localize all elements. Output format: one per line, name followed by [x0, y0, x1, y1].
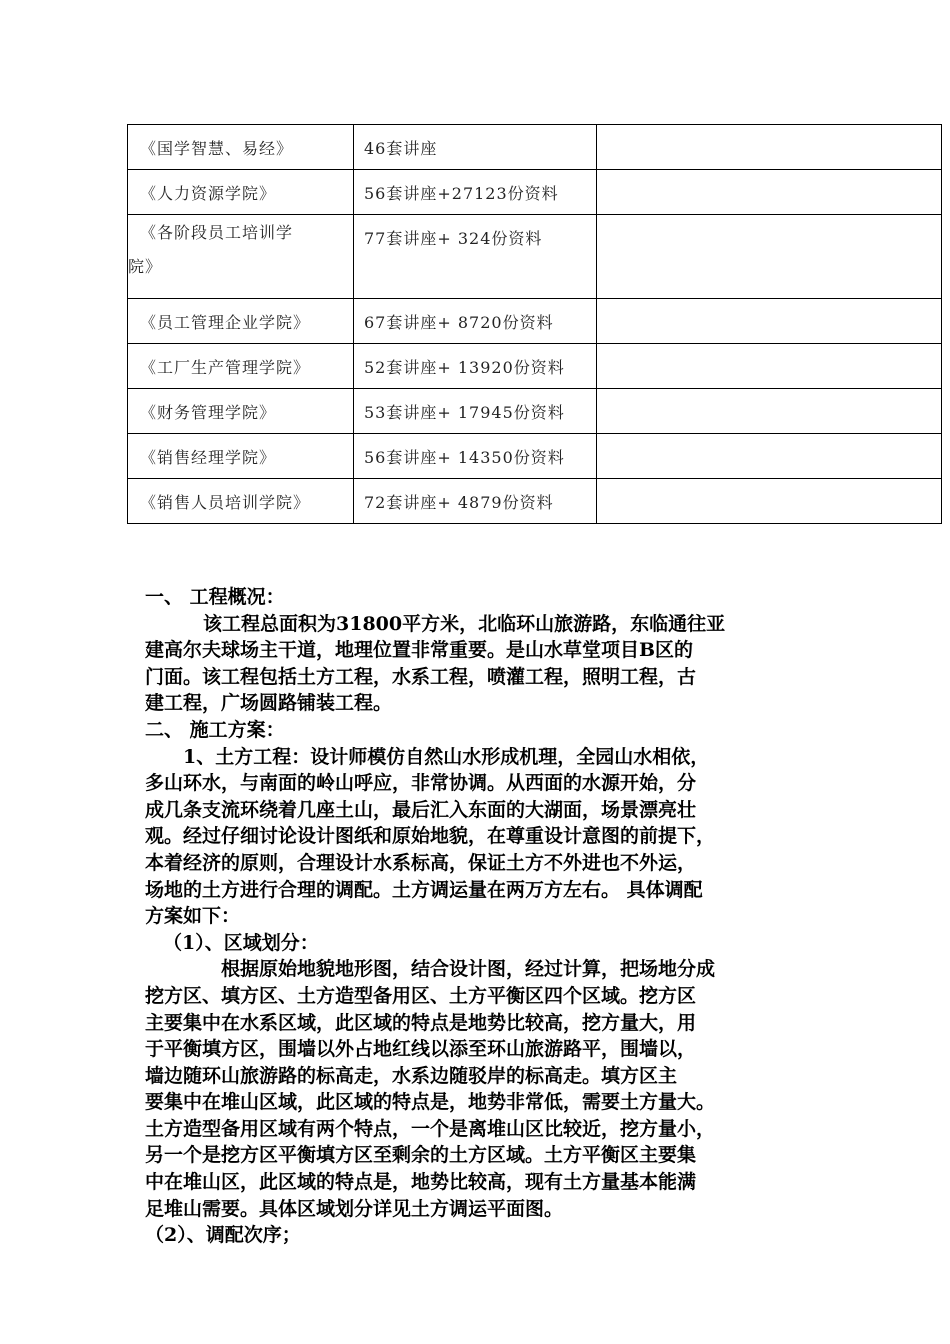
table-row — [128, 389, 942, 434]
table-row — [128, 344, 942, 389]
paragraph-line: 墙边随环山旅游路的标高走，水系边随驳岸的标高走。填方区主 — [145, 1064, 678, 1087]
course-content: 77套讲座+ 324份资料 — [354, 215, 597, 299]
course-content: 56套讲座+27123份资料 — [354, 170, 597, 215]
course-content: 72套讲座+ 4879份资料 — [354, 479, 597, 524]
course-name-line-1: 《各阶段员工培训学 — [140, 223, 294, 242]
course-name: 《销售经理学院》 — [128, 434, 354, 479]
course-content: 56套讲座+ 14350份资料 — [354, 434, 597, 479]
table-row — [128, 125, 942, 170]
paragraph-line: 要集中在堆山区域，此区域的特点是，地势非常低，需要土方量大。 — [145, 1091, 716, 1114]
course-name: 《人力资源学院》 — [128, 170, 354, 215]
course-content: 52套讲座+ 13920份资料 — [354, 344, 597, 389]
paragraph-line: 成几条支流环绕着几座土山，最后汇入东面的大湖面，场景漂亮壮 — [145, 798, 697, 821]
section-heading: 二、 施工方案： — [145, 718, 285, 741]
paragraph-line: 门面。该工程包括土方工程，水系工程，喷灌工程，照明工程，古 — [145, 665, 697, 688]
table-row — [128, 479, 942, 524]
paragraph-line: 建工程，广场圆路铺装工程。 — [145, 692, 393, 715]
course-content: 53套讲座+ 17945份资料 — [354, 389, 597, 434]
paragraph-line: 1、土方工程：设计师模仿自然山水形成机理，全园山水相依， — [183, 745, 710, 768]
course-note — [597, 389, 942, 434]
paragraph-line: 足堆山需要。具体区域划分详见土方调运平面图。 — [145, 1197, 564, 1220]
paragraph-line: 建高尔夫球场主干道，地理位置非常重要。是山水草堂项目B区的 — [145, 639, 694, 662]
course-name: 《国学智慧、易经》 — [128, 125, 354, 170]
course-note — [597, 434, 942, 479]
paragraph-line: 观。经过仔细讨论设计图纸和原始地貌，在尊重设计意图的前提下， — [145, 825, 716, 848]
document-body — [145, 584, 835, 1249]
course-name: 《工厂生产管理学院》 — [128, 344, 354, 389]
course-note — [597, 215, 942, 299]
paragraph-line: 主要集中在水系区域，此区域的特点是地势比较高，挖方量大，用 — [145, 1011, 697, 1034]
course-note — [597, 125, 942, 170]
course-name-line-2: 院》 — [128, 257, 163, 276]
paragraph-line: 中在堆山区，此区域的特点是，地势比较高，现有土方量基本能满 — [145, 1171, 697, 1194]
table-row — [128, 170, 942, 215]
subsection-heading: （2）、调配次序； — [145, 1224, 301, 1247]
paragraph-line: 方案如下： — [145, 905, 241, 928]
course-note — [597, 479, 942, 524]
course-name: 《销售人员培训学院》 — [128, 479, 354, 524]
subsection-heading: （1）、区域划分： — [163, 931, 319, 954]
table-row — [128, 299, 942, 344]
section-heading: 一、 工程概况： — [145, 586, 285, 608]
course-note — [597, 170, 942, 215]
course-note — [597, 299, 942, 344]
paragraph-line: 根据原始地貌地形图，结合设计图，经过计算，把场地分成 — [221, 958, 716, 981]
course-name: 《财务管理学院》 — [128, 389, 354, 434]
course-content: 46套讲座 — [354, 125, 597, 170]
course-catalog-table — [127, 124, 942, 524]
paragraph-line: 于平衡填方区，围墙以外占地红线以添至环山旅游路平，围墙以， — [145, 1038, 697, 1061]
paragraph-line: 多山环水，与南面的岭山呼应，非常协调。从西面的水源开始，分 — [145, 772, 697, 795]
paragraph-line: 另一个是挖方区平衡填方区至剩余的土方区域。土方平衡区主要集 — [145, 1144, 697, 1167]
paragraph-line: 场地的土方进行合理的调配。土方调运量在两万方左右。 具体调配 — [145, 878, 703, 901]
course-content: 67套讲座+ 8720份资料 — [354, 299, 597, 344]
course-name — [128, 215, 354, 299]
paragraph-line: 挖方区、填方区、土方造型备用区、土方平衡区四个区域。挖方区 — [145, 984, 697, 1007]
table-row — [128, 215, 942, 299]
course-name: 《员工管理企业学院》 — [128, 299, 354, 344]
course-note — [597, 344, 942, 389]
table-row — [128, 434, 942, 479]
paragraph-line: 该工程总面积为31800平方米，北临环山旅游路，东临通往亚 — [203, 612, 726, 635]
paragraph-line: 土方造型备用区域有两个特点，一个是离堆山区比较近，挖方量小， — [145, 1117, 716, 1140]
paragraph-line: 本着经济的原则，合理设计水系标高，保证土方不外进也不外运， — [145, 851, 697, 874]
